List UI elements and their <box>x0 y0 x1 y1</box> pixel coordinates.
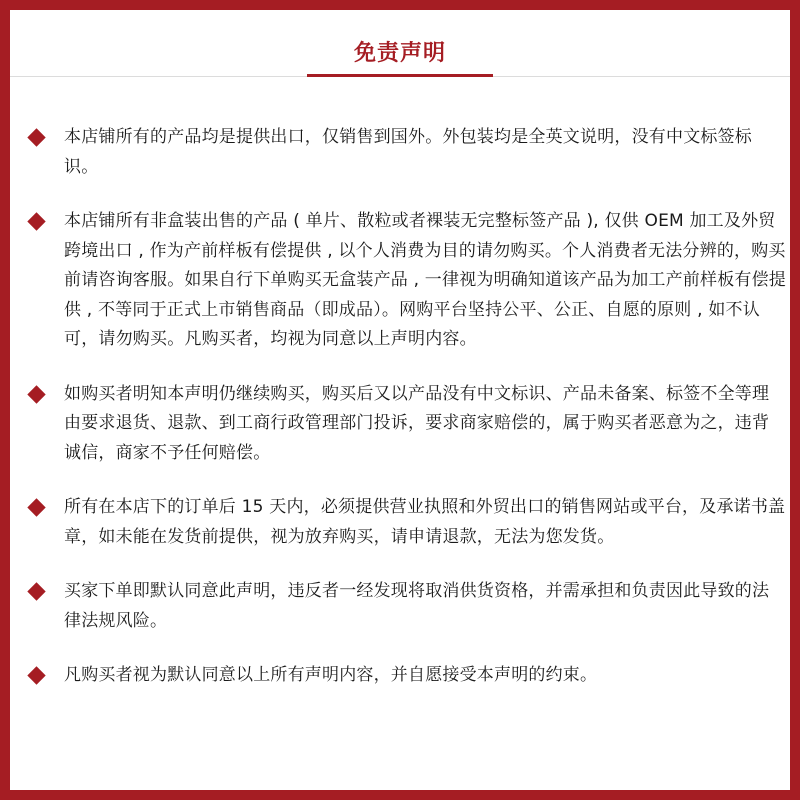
disclaimer-text: 如购买者明知本声明仍继续购买，购买后又以产品没有中文标识、产品未备案、标签不全等理由要求退货、退款、到工商行政管理部门投诉，要求商家赔偿的，属于购买者恶意为之，违背诚信，商家不予任何赔偿。 <box>64 383 770 463</box>
disclaimer-text: 凡购买者视为默认同意以上所有声明内容，并自愿接受本声明的约束。 <box>64 665 598 685</box>
disclaimer-text: 买家下单即默认同意此声明，违反者一经发现将取消供货资格，并需承担和负责因此导致的法律法规风险。 <box>64 581 770 631</box>
disclaimer-item <box>24 207 786 355</box>
diamond-bullet-icon <box>27 385 45 403</box>
page-title: 免责声明 <box>353 41 446 66</box>
disclaimer-item <box>24 380 786 469</box>
diamond-bullet-icon <box>27 666 45 684</box>
diamond-bullet-icon <box>27 128 45 146</box>
disclaimer-list <box>24 123 786 716</box>
header <box>10 10 790 90</box>
disclaimer-text: 本店铺所有的产品均是提供出口，仅销售到国外。外包装均是全英文说明，没有中文标签标识。 <box>64 127 752 177</box>
disclaimer-item <box>24 661 786 691</box>
disclaimer-item <box>24 577 786 636</box>
diamond-bullet-icon <box>27 582 45 600</box>
disclaimer-text: 本店铺所有非盒装出售的产品 ( 单片、散粒或者裸装无完整标签产品 ), 仅供 OEM 加工及外贸跨境出口 , 作为产前样板有偿提供 , 以个人消费为目的请勿购买。个人消费者无法分辨的，购买前请咨询客服。如果自行下单购买无盒装产品 , 一律视为明确知道该产品为加工产前样板有偿提供 , 不等同于正式上市销售商品（即成品）。网购平台坚持公平、公正、自愿的原则 , 如不认可，请勿购买。凡购买者，均视为同意以上声明内容。 <box>64 211 787 349</box>
disclaimer-item <box>24 493 786 552</box>
diamond-bullet-icon <box>27 212 45 230</box>
diamond-bullet-icon <box>27 498 45 516</box>
title-underline <box>307 74 493 77</box>
disclaimer-text: 所有在本店下的订单后 15 天内，必须提供营业执照和外贸出口的销售网站或平台，及承诺书盖章，如未能在发货前提供，视为放弃购买，请申请退款，无法为您发货。 <box>64 497 786 547</box>
disclaimer-item <box>24 123 786 182</box>
